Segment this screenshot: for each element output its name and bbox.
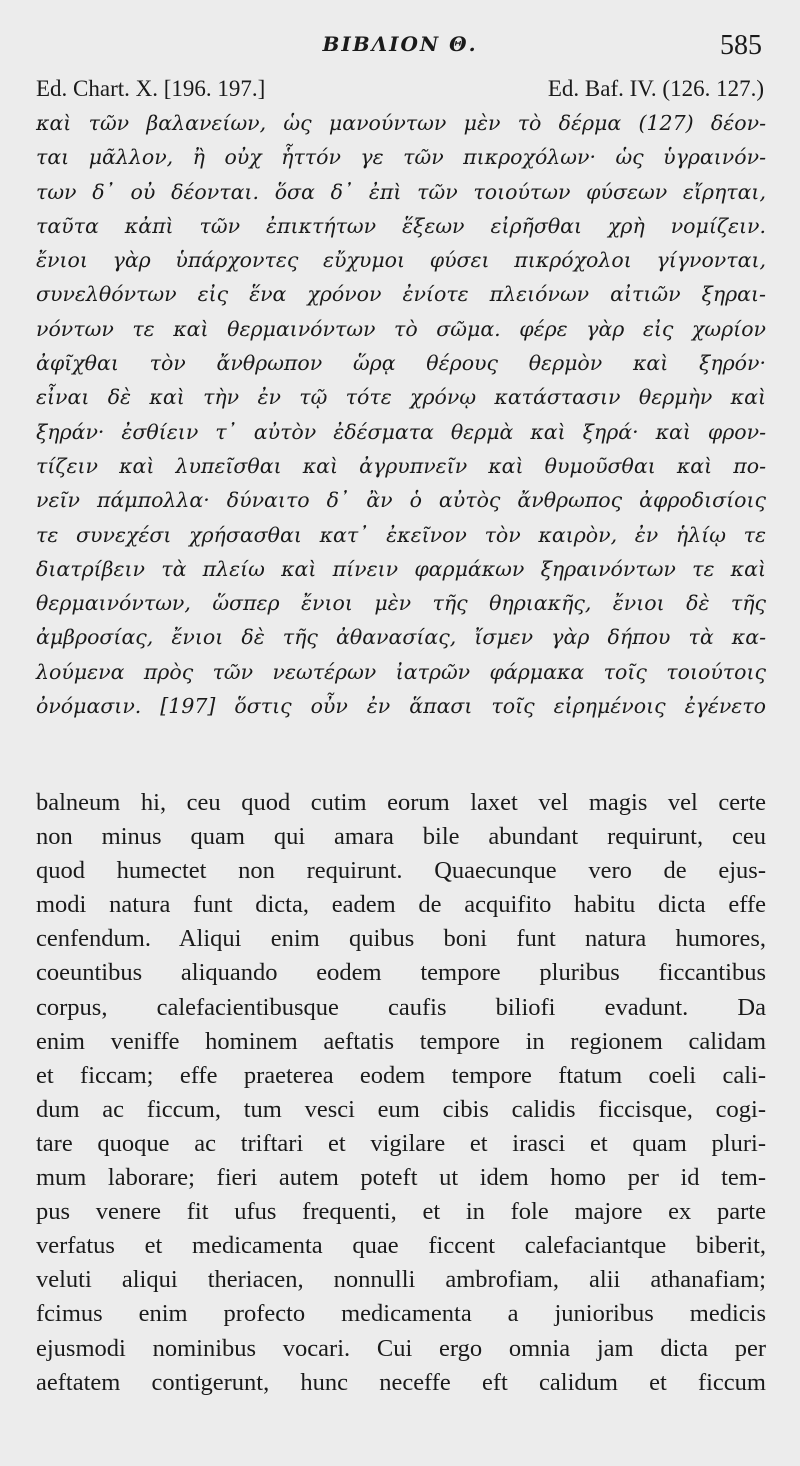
latin-line: mum laborare; fieri autem poteft ut idem homo per id tem-	[36, 1164, 766, 1192]
running-title: ΒΙΒΛΙΟΝ Θ.	[322, 32, 478, 56]
greek-line: καὶ τῶν βαλανείων, ὡς μανούντων μὲν τὸ δέρμα (127) δέον-	[36, 111, 766, 135]
edition-basel-reference: Ed. Baf. IV. (126. 127.)	[547, 76, 764, 101]
latin-line: dum ac ficcum, tum vesci eum cibis calidis ficcisque, cogi-	[36, 1095, 766, 1123]
latin-line: modi natura funt dicta, eadem de acquifito habitu dicta effe	[36, 891, 766, 919]
greek-line: διατρίβειν τὰ πλείω καὶ πίνειν φαρμάκων ξηραινόντων τε καὶ	[36, 556, 766, 581]
latin-line: cenfendum. Aliqui enim quibus boni funt natura humores,	[36, 925, 766, 953]
latin-text-block	[36, 786, 766, 1400]
running-head	[0, 30, 800, 66]
latin-line: verfatus et medicamenta quae ficcent calefaciantque biberit,	[36, 1232, 766, 1260]
greek-line: λούμενα πρὸς τῶν νεωτέρων ἰατρῶν φάρμακα τοῖς τοιούτοις	[36, 659, 766, 684]
latin-line: corpus, calefacientibusque caufis biliofi evadunt. Da	[36, 993, 766, 1021]
latin-line: non minus quam qui amara bile abundant requirunt, ceu	[36, 823, 766, 851]
greek-line: συνελθόντων εἰς ἕνα χρόνον ἐνίοτε πλειόνων αἰτιῶν ξηραι-	[36, 282, 766, 307]
latin-line: aeftatem contigerunt, hunc neceffe eft calidum et ficcum	[36, 1368, 766, 1396]
page-number: 585	[720, 30, 762, 61]
latin-line: fcimus enim profecto medicamenta a junioribus medicis	[36, 1300, 766, 1328]
greek-line: ται μᾶλλον, ἢ οὐχ ἧττόν γε τῶν πικροχόλων· ὡς ὑγραινόν-	[36, 145, 766, 170]
edition-reference-line	[36, 76, 764, 106]
latin-line: pus venere fit ufus frequenti, et in fole majore ex parte	[36, 1198, 766, 1226]
greek-line: εἶναι δὲ καὶ τὴν ἐν τῷ τότε χρόνῳ κατάστασιν θερμὴν καὶ	[36, 385, 766, 410]
latin-line: veluti aliqui theriacen, nonnulli ambrofiam, alii athanafiam;	[36, 1266, 766, 1294]
greek-line: νόντων τε καὶ θερμαινόντων τὸ σῶμα. φέρε γὰρ εἰς χωρίον	[36, 316, 766, 341]
latin-line: quod humectet non requirunt. Quaecunque vero de ejus-	[36, 857, 766, 885]
greek-line: ξηράν· ἐσθίειν τ᾽ αὐτὸν ἐδέσματα θερμὰ καὶ ξηρά· καὶ φρον-	[36, 419, 766, 444]
greek-line: ὀνόμασιν. [197] ὅστις οὖν ἐν ἅπασι τοῖς εἰρημένοις ἐγένετο	[36, 694, 766, 719]
greek-line: των δ᾽ οὐ δέονται. ὅσα δ᾽ ἐπὶ τῶν τοιούτων φύσεων εἴρηται,	[36, 179, 766, 204]
greek-line: ἀφῖχθαι τὸν ἄνθρωπον ὥρᾳ θέρους θερμὸν καὶ ξηρόν·	[36, 351, 766, 376]
latin-line: ejusmodi nominibus vocari. Cui ergo omnia jam dicta per	[36, 1334, 766, 1362]
greek-text-block	[36, 106, 766, 723]
latin-line: enim veniffe hominem aeftatis tempore in regionem calidam	[36, 1027, 766, 1055]
greek-line: νεῖν πάμπολλα· δύναιτο δ᾽ ἂν ὁ αὐτὸς ἄνθρωπος ἀφροδισίοις	[36, 488, 766, 513]
latin-line: balneum hi, ceu quod cutim eorum laxet vel magis vel certe	[36, 789, 766, 816]
greek-line: θερμαινόντων, ὥσπερ ἔνιοι μὲν τῆς θηριακῆς, ἔνιοι δὲ τῆς	[36, 591, 766, 616]
latin-line: tare quoque ac triftari et vigilare et irasci et quam pluri-	[36, 1129, 766, 1157]
greek-line: ἔνιοι γὰρ ὑπάρχοντες εὔχυμοι φύσει πικρόχολοι γίγνονται,	[36, 248, 766, 273]
greek-line: τε συνεχέσι χρήσασθαι κατ᾽ ἐκεῖνον τὸν καιρὸν, ἐν ἡλίῳ τε	[36, 522, 766, 547]
latin-line: et ficcam; effe praeterea eodem tempore ftatum coeli cali-	[36, 1061, 766, 1089]
greek-line: τίζειν καὶ λυπεῖσθαι καὶ ἀγρυπνεῖν καὶ θυμοῦσθαι καὶ πο-	[36, 453, 766, 478]
edition-chartier-reference: Ed. Chart. X. [196. 197.]	[36, 76, 266, 101]
greek-line: ταῦτα κἀπὶ τῶν ἐπικτήτων ἕξεων εἰρῆσθαι χρὴ νομίζειν.	[36, 213, 766, 238]
latin-line: coeuntibus aliquando eodem tempore pluribus ficcantibus	[36, 959, 766, 987]
greek-line: ἀμβροσίας, ἔνιοι δὲ τῆς ἀθανασίας, ἴσμεν γὰρ δήπου τὰ κα-	[36, 625, 766, 650]
